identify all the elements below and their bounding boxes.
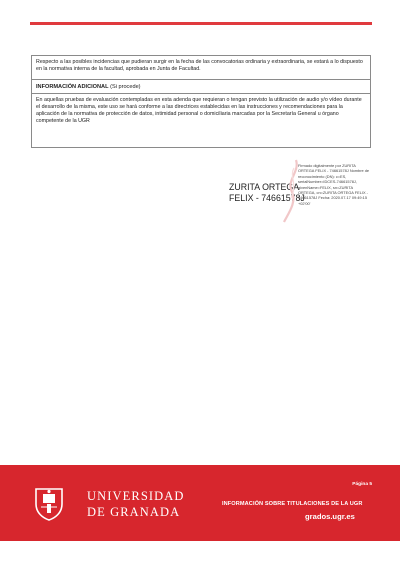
incidents-section <box>31 55 371 80</box>
signature-details: Firmado digitalmente por ZURITA ORTEGA FELIX - 74661578J Nombre de reconocimiento (DN): c=ES, serialNumber=IDCES-74661578J, givenName=FELIX, sn=ZURITA ORTEGA, cn=ZURITA ORTEGA FELIX - 74661578J Fecha: 2020.07.17 09:49:15 +02'00' <box>298 163 370 206</box>
signer-name-line1: ZURITA ORTEGA <box>229 182 300 192</box>
degrees-url-link[interactable]: grados.ugr.es <box>305 512 355 521</box>
additional-info-title: INFORMACIÓN ADICIONAL <box>36 84 109 90</box>
degrees-info-title: INFORMACIÓN SOBRE TITULACIONES DE LA UGR <box>222 501 363 507</box>
additional-info-section <box>31 94 371 148</box>
footer-band <box>0 465 400 541</box>
additional-info-text: En aquellas pruebas de evaluación contempladas en esta adenda que requieran o tengan previsto la utilización de audio y/o vídeo durante el desarrollo de la misma, este uso se hará conforme a las directrices establecidas en las instrucciones y recomendaciones para la aplicación de la normativa de protección de datos, intimidad personal o domiciliaria marcadas por la Secretaría General u órgano competente de la UGR <box>36 97 362 124</box>
signer-name-line2: FELIX - 74661578J <box>229 193 305 203</box>
header-accent-rule <box>30 22 372 25</box>
additional-info-heading <box>31 80 371 94</box>
university-name-line1: UNIVERSIDAD <box>87 489 185 503</box>
university-name-line2: DE GRANADA <box>87 505 181 519</box>
university-crest-icon <box>32 485 66 521</box>
page-number: Página 5 <box>352 482 372 487</box>
incidents-text: Respecto a las posibles incidencias que pudieran surgir en la fecha de las convocatorias ordinaria y extraordinaria, se estará a lo dispuesto en la normativa interna de la facultad, aprobada en Junta de Facultad. <box>36 59 363 72</box>
additional-info-note: (Si procede) <box>110 84 141 90</box>
